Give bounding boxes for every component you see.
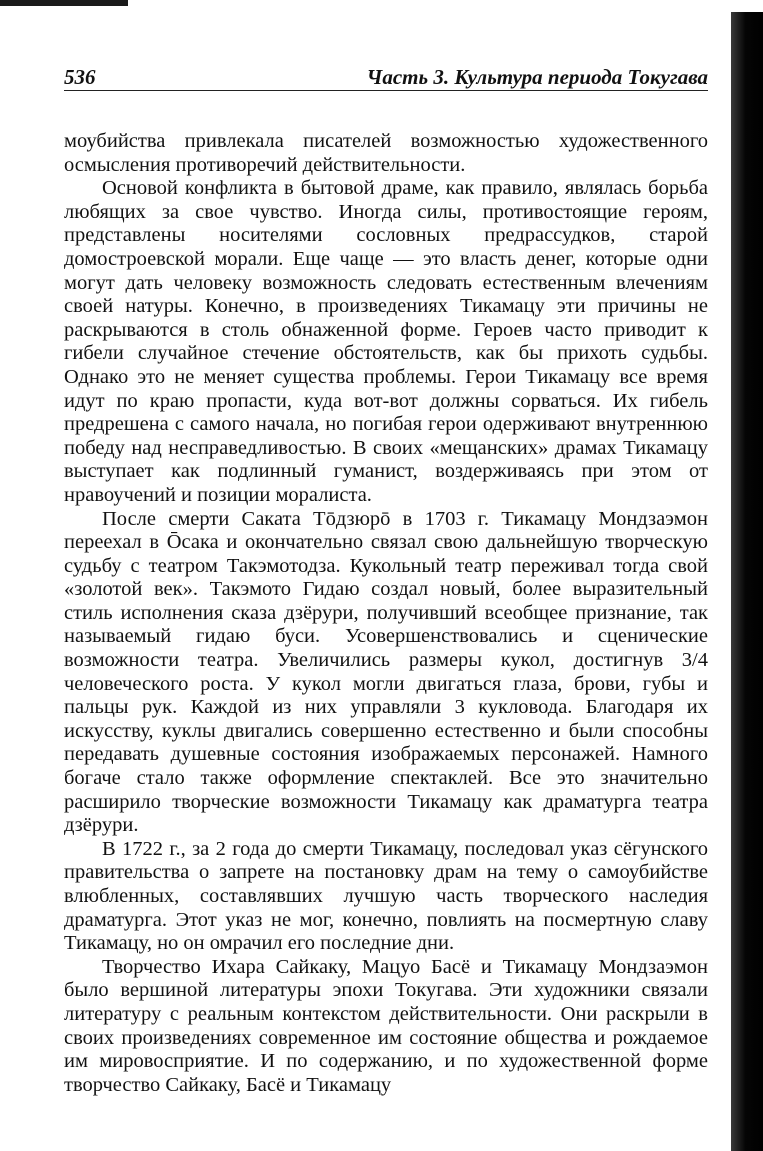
page-header bbox=[64, 62, 708, 91]
paragraph-decree: В 1722 г., за 2 года до смерти Тикамацу, последовал указ сёгунского правительства о запрете на постановку драм на тему о самоубийстве влюбленных, составлявших лучшую часть творческого наследия драматурга. Этот указ не мог, конечно, повлиять на посмертную славу Тикамацу, но он омрачил его последние дни. bbox=[64, 837, 708, 955]
top-scan-rule bbox=[0, 0, 128, 6]
paragraph-continuation: моубийства привлекала писателей возможностью художественного осмысления противоречий действительности. bbox=[64, 130, 708, 176]
body-text bbox=[64, 130, 708, 1097]
paragraph-summit: Творчество Ихара Сайкаку, Мацуо Басё и Тикамацу Мондзаэмон было вершиной литературы эпохи Токугава. Эти художники связали литературу с реальным контекстом действительности. Они раскрыли в своих произведениях современное им состояние общества и рождаемое им мировосприятие. И по содержанию, и по художественной форме творчество Сайкаку, Басё и Тикамацу bbox=[64, 955, 708, 1096]
paragraph-conflict: Основой конфликта в бытовой драме, как правило, являлась борьба любящих за свое чувство. Иногда силы, противостоящие героям, представлены носителями сословных предрассудков, старой домостроевской морали. Еще чаще — это власть денег, которые одни могут дать человеку возможность следовать естественным влечениям своей натуры. Конечно, в произведениях Тикамацу эти причины не раскрываются в столь обнаженной форме. Героев часто приводит к гибели случайное стечение обстоятельств, как бы прихоть судьбы. Однако это не меняет существа проблемы. Герои Тикамацу все время идут по краю пропасти, куда вот-вот должны сорваться. Их гибель предрешена с самого начала, но погибая герои одерживают внутреннюю победу над несправедливостью. В своих «мещанских» драмах Тикамацу выступает как подлинный гуманист, воздерживаясь при этом от нравоучений и позиции моралиста. bbox=[64, 177, 708, 506]
running-title: Часть 3. Культура периода Токугава bbox=[366, 65, 708, 89]
page-edge-shadow bbox=[731, 12, 763, 1151]
paragraph-osaka: После смерти Саката Тōдзюрō в 1703 г. Тикамацу Мондзаэмон переехал в Ōсака и окончательно связал свою дальнейшую творческую судьбу с театром Такэмотодза. Кукольный театр переживал тогда свой «золотой век». Такэмото Гидаю создал новый, более выразительный стиль исполнения сказа дзёрури, получивший всеобщее признание, так называемый гидаю буси. Усовершенствовались и сценические возможности театра. Увеличились размеры кукол, достигнув 3/4 человеческого роста. У кукол могли двигаться глаза, брови, губы и пальцы рук. Каждой из них управляли 3 кукловода. Благодаря их искусству, куклы двигались совершенно естественно и были способны передавать душевные состояния изображаемых персонажей. Намного богаче стало также оформление спектаклей. Все это значительно расширило творческие возможности Тикамацу как драматурга театра дзёрури. bbox=[64, 507, 708, 837]
page-number: 536 bbox=[64, 65, 96, 89]
